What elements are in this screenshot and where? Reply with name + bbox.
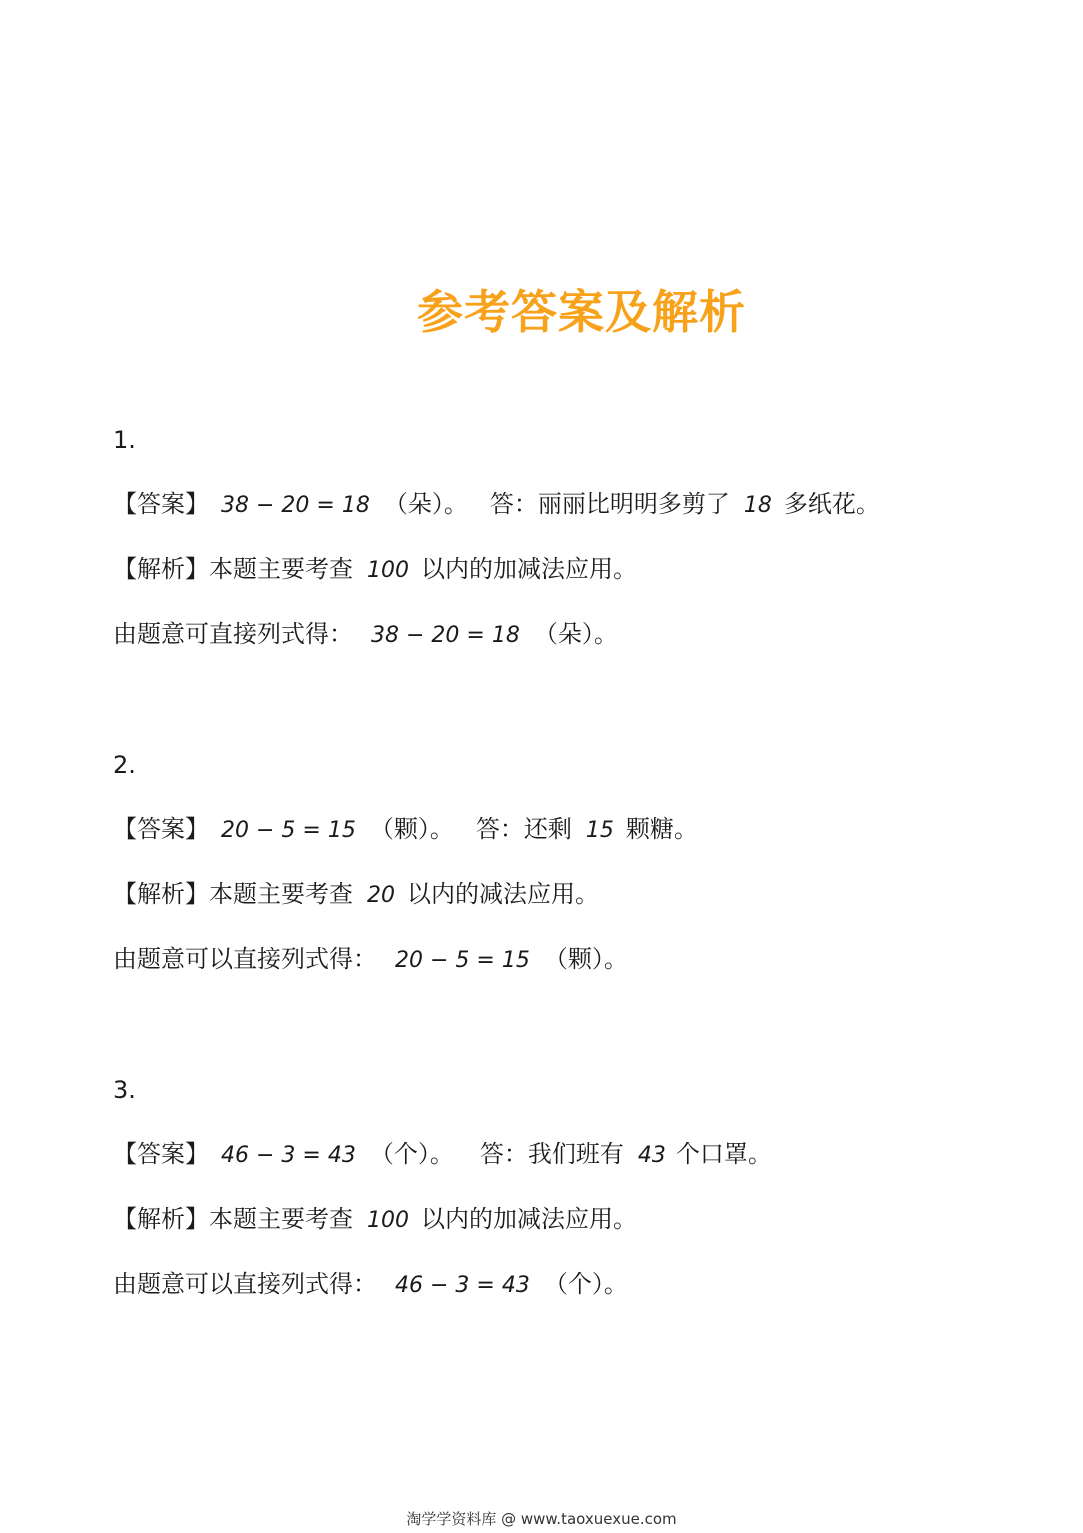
derivation-equation: 38 − 20 = 18 (371, 623, 520, 648)
reply-number: 43 (637, 1143, 666, 1168)
derivation-unit: （颗）。 (543, 945, 628, 973)
answer-line (113, 813, 698, 847)
answer-line (113, 488, 880, 522)
derivation-line (113, 618, 618, 652)
analysis-text: 本题主要考查 (209, 555, 353, 583)
analysis-number: 100 (367, 558, 409, 583)
derivation-text: 由题意可以直接列式得： (113, 945, 377, 973)
reply-text-end: 多纸花。 (783, 490, 880, 518)
analysis-text-end: 以内的加减法应用。 (421, 1205, 637, 1233)
answer-unit: （朵）。 (383, 490, 468, 518)
analysis-line (113, 1203, 637, 1237)
derivation-unit: （个）。 (543, 1270, 628, 1298)
reply-number: 18 (743, 493, 772, 518)
derivation-line (113, 1268, 628, 1302)
analysis-label: 【解析】 (113, 880, 209, 908)
footer-watermark: 淘学学资料库 @ www.taoxuexue.com (406, 1510, 677, 1528)
derivation-equation: 46 − 3 = 43 (395, 1273, 530, 1298)
question-number: 1. (113, 426, 136, 454)
analysis-label: 【解析】 (113, 1205, 209, 1233)
analysis-label: 【解析】 (113, 555, 209, 583)
derivation-text: 由题意可以直接列式得： (113, 1270, 377, 1298)
reply-text: 还剩 (523, 815, 572, 843)
analysis-number: 20 (367, 883, 395, 908)
analysis-text-end: 以内的加减法应用。 (421, 555, 637, 583)
derivation-unit: （朵）。 (533, 620, 618, 648)
reply-text: 我们班有 (527, 1140, 624, 1168)
answer-equation: 20 − 5 = 15 (221, 818, 356, 843)
reply-text: 丽丽比明明多剪了 (537, 490, 730, 518)
analysis-line (113, 878, 599, 912)
analysis-line (113, 553, 637, 587)
analysis-number: 100 (367, 1208, 409, 1233)
analysis-text: 本题主要考查 (209, 880, 353, 908)
answer-equation: 38 − 20 = 18 (221, 493, 370, 518)
reply-label: 答： (479, 1140, 528, 1168)
page-title: 参考答案及解析 (417, 285, 746, 339)
analysis-text: 本题主要考查 (209, 1205, 353, 1233)
answer-unit: （个）。 (369, 1140, 454, 1168)
answer-label: 【答案】 (113, 815, 209, 843)
reply-number: 15 (585, 818, 614, 843)
derivation-equation: 20 − 5 = 15 (395, 948, 530, 973)
analysis-text-end: 以内的减法应用。 (407, 880, 599, 908)
reply-label: 答： (475, 815, 524, 843)
question-number: 3. (113, 1076, 136, 1104)
reply-text-end: 个口罩。 (675, 1140, 772, 1168)
answer-equation: 46 − 3 = 43 (221, 1143, 356, 1168)
reply-label: 答： (489, 490, 538, 518)
answer-label: 【答案】 (113, 490, 209, 518)
question-number: 2. (113, 751, 136, 779)
derivation-text: 由题意可直接列式得： (113, 620, 353, 648)
reply-text-end: 颗糖。 (625, 815, 698, 843)
answer-unit: （颗）。 (369, 815, 454, 843)
answer-line (113, 1138, 772, 1172)
answer-label: 【答案】 (113, 1140, 209, 1168)
derivation-line (113, 943, 628, 977)
